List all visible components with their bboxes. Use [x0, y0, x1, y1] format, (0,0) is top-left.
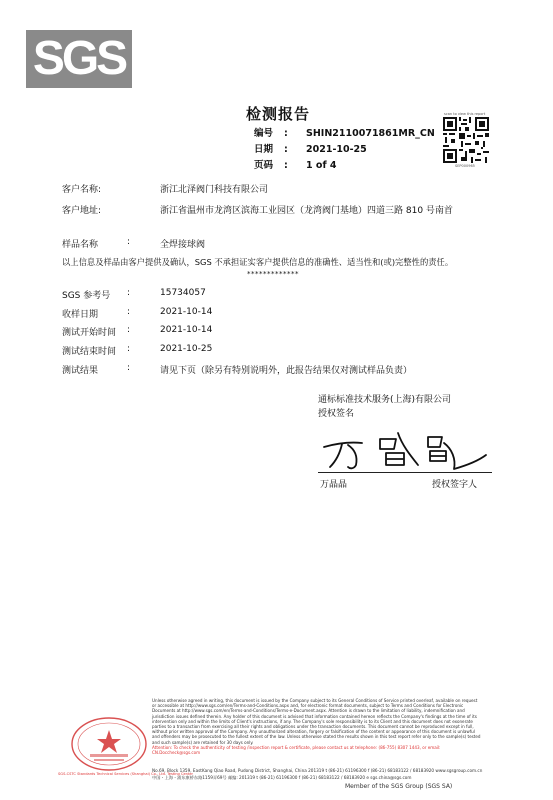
- test-result-label: 测试结果: [62, 366, 99, 376]
- footer-address-english: No.69, Block 1359, EastKang Qiao Road, Pudong District, Shanghai, China 201319 t (86-21) 61196300 f (86-21) 68183122 / 68183920 www.sgsgroup.com.cn: [152, 768, 483, 773]
- qr-number: SEP000965: [455, 164, 475, 168]
- separator-stars: *************: [247, 270, 299, 278]
- client-name: 浙江北泽阀门科技有限公司: [160, 185, 269, 195]
- test-start-label: 测试开始时间: [62, 328, 117, 338]
- report-title: 检测报告: [246, 105, 311, 123]
- signer-name: 万晶晶: [320, 480, 348, 490]
- sample-name: 全焊接球阀: [160, 240, 206, 250]
- report-number: SHIN2110071861MR_CN: [306, 128, 435, 139]
- sample-received-label: 收样日期: [62, 310, 99, 320]
- signing-company: 通标标准技术服务(上海)有限公司: [318, 395, 452, 405]
- client-name-label: 客户名称:: [62, 185, 102, 195]
- sample-received-colon: :: [127, 307, 131, 317]
- report-date: 2021-10-25: [306, 144, 367, 155]
- sgs-reference-number: 15734057: [160, 288, 206, 298]
- sgs-logo: SGS: [26, 30, 132, 88]
- sgs-group-member: Member of the SGS Group (SGS SA): [345, 783, 453, 790]
- test-start-date: 2021-10-14: [160, 325, 213, 335]
- signer-role: 授权签字人: [432, 480, 478, 490]
- sample-name-colon: :: [127, 237, 131, 247]
- terms-and-conditions: Unless otherwise agreed in writing, this document is issued by the Company subject to its General Conditions of Service printed overleaf, available on request or accessible at http://www.sgs.com/en/Terms-and-Conditions.aspx and, for electronic format documents, subject to Terms and Conditions for Electronic Documents at http://www.sgs.com/en/Terms-and-Conditions/Terms-e-Document.aspx. Attention is drawn to the limitation of liability, indemnification and jurisdiction issues defined therein. Any holder of this document is advised that information contained hereon reflects the Company's findings at the time of its intervention only and within the limits of Client's instructions, if any. The Company's sole responsibility is to its Client and this document does not exonerate parties to a transaction from exercising all their rights and obligations under the transaction documents. This document cannot be reproduced except in full, without prior written approval of the Company. Any unauthorized alteration, forgery or falsification of the content or appearance of this document is unlawful and offenders may be prosecuted to the fullest extent of the law. Unless otherwise stated the results shown in this test report refer only to the sample(s) tested and such sample(s) are retained for 30 days only. Attention: To check the authenticity of testing /inspection report & certificate, please contact us at telephone: (86-755) 8307 1443, or email: CN.Doccheck@sgs.com: [152, 698, 481, 756]
- test-end-label: 测试结束时间: [62, 347, 117, 357]
- test-start-colon: :: [127, 325, 131, 335]
- footer-address-chinese: 中国・上海・浦东康桥东路1159弄69号 邮编: 201319 t (86-21) 61196300 f (86-21) 68183122 / 68183920 e sgs.china@sgs.com: [152, 775, 412, 780]
- sgs-reference-colon: :: [127, 288, 131, 298]
- report-date-row: 日期 : 2021-10-25: [254, 144, 367, 155]
- client-disclaimer: 以上信息及样品由客户提供及确认，SGS 不承担证实客户提供信息的准确性、适当性和(或)完整性的责任。: [62, 257, 454, 267]
- test-end-colon: :: [127, 344, 131, 354]
- authenticity-attention: Attention: To check the authenticity of testing /inspection report & certificate, please contact us at telephone: (86-755) 8307 1443, or email: CN.Doccheck@sgs.com: [152, 744, 441, 756]
- page-number-row: 页码 : 1 of 4: [254, 160, 337, 171]
- sgs-reference-label: SGS 参考号: [62, 291, 111, 301]
- qr-caption: scan to view this report: [444, 112, 486, 116]
- qr-code-icon: [443, 117, 489, 163]
- test-end-date: 2021-10-25: [160, 344, 213, 354]
- stamp-caption: SGS-CSTC Standards Technical Services (Shanghai) Co., Ltd. Testing Center: [58, 772, 194, 776]
- sample-name-label: 样品名称: [62, 240, 99, 250]
- signature-line: [318, 472, 492, 473]
- red-company-stamp-icon: [70, 716, 148, 772]
- handwritten-signature: [318, 425, 498, 471]
- sample-received-date: 2021-10-14: [160, 307, 213, 317]
- report-number-row: 编号 : SHIN2110071861MR_CN: [254, 128, 435, 139]
- client-address-label: 客户地址:: [62, 206, 102, 216]
- authorized-signature-label: 授权签名: [318, 409, 355, 419]
- test-result: 请见下页（除另有特别说明外，此报告结果仅对测试样品负责）: [160, 366, 413, 376]
- client-address: 浙江省温州市龙湾区滨海工业园区（龙湾阀门基地）四道三路 810 号南首: [160, 206, 453, 216]
- test-result-colon: :: [127, 363, 131, 373]
- page-number: 1 of 4: [306, 160, 337, 171]
